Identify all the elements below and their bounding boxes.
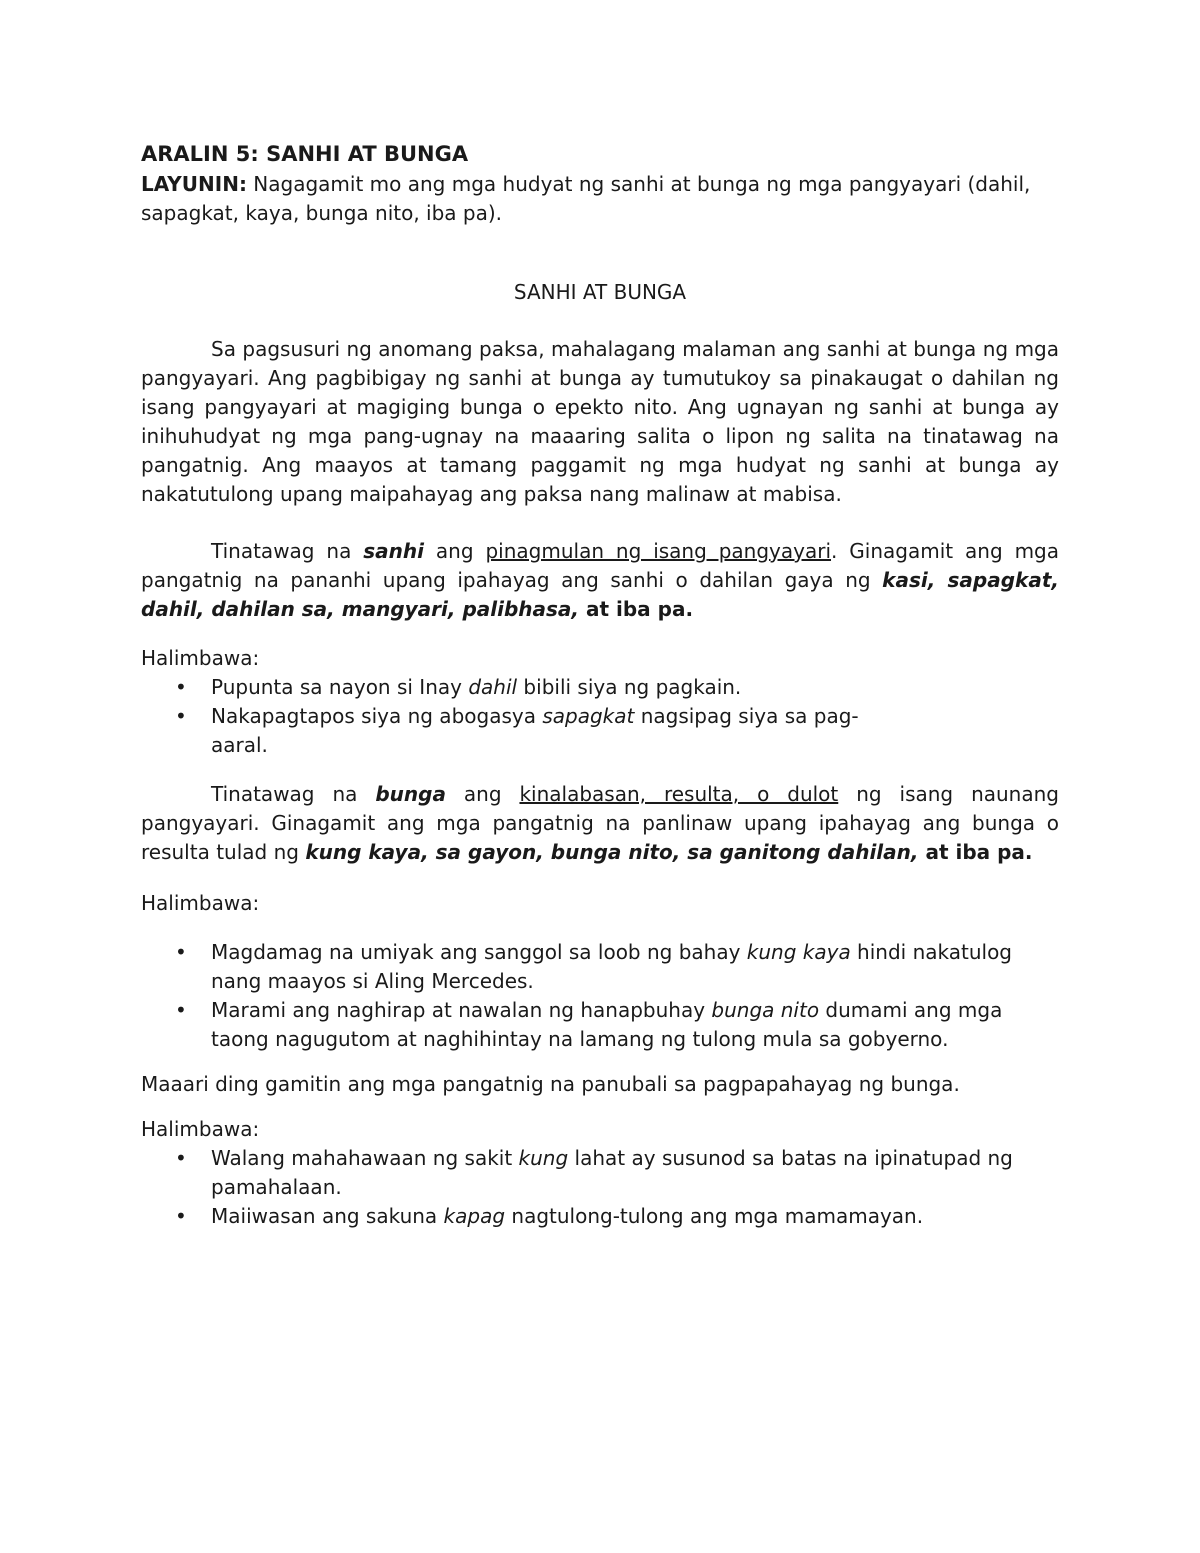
document-page <box>141 138 1059 1231</box>
example-text: Magdamag na umiyak ang sanggol sa loob ng bahay <box>211 940 747 964</box>
example-connector: kapag <box>443 1204 506 1228</box>
example-connector: bunga nito <box>711 998 820 1022</box>
bunga-connectors: kung kaya, sa gayon, bunga nito, sa ganitong dahilan, <box>305 840 919 864</box>
bunga-text-4: at iba pa. <box>918 840 1033 864</box>
sanhi-text-1: Tinatawag na <box>211 539 364 563</box>
sanhi-examples-list <box>141 673 1059 760</box>
bunga-term: bunga <box>375 782 446 806</box>
objective-label: LAYUNIN: <box>141 172 247 196</box>
halimbawa-label-2: Halimbawa: <box>141 891 260 915</box>
example-connector: kung kaya <box>746 940 851 964</box>
list-item <box>141 1144 1059 1202</box>
example-text: Pupunta sa nayon si Inay <box>211 675 469 699</box>
panubali-sentence: Maaari ding gamitin ang mga pangatnig na panubali sa pagpapahayag ng bunga. <box>141 1072 960 1096</box>
halimbawa-label-1: Halimbawa: <box>141 646 260 670</box>
example-connector: sapagkat <box>542 704 635 728</box>
example-text: Maiiwasan ang sakuna <box>211 1204 444 1228</box>
example-connector: kung <box>518 1146 569 1170</box>
sanhi-term: sanhi <box>363 539 424 563</box>
example-text: bibili siya ng pagkain. <box>517 675 742 699</box>
list-item <box>141 938 1059 996</box>
list-item <box>141 702 911 760</box>
example-text: Walang mahahawaan ng sakit <box>211 1146 519 1170</box>
example-text: dumami ang mga taong nagugutom at naghihintay na lamang ng tulong mula sa gobyerno. <box>211 998 1003 1051</box>
objective <box>141 170 1059 228</box>
sanhi-paragraph <box>141 537 1059 624</box>
bunga-paragraph <box>141 780 1059 867</box>
example-text: hindi nakatulog nang maayos si Aling Mercedes. <box>211 940 1013 993</box>
list-item <box>141 1202 1059 1231</box>
bunga-examples-list <box>141 938 1059 1054</box>
sanhi-definition: pinagmulan ng isang pangyayari <box>485 539 832 563</box>
objective-text: Nagagamit mo ang mga hudyat ng sanhi at bunga ng mga pangyayari (dahil, sapagkat, kaya, bunga nito, iba pa). <box>141 172 1031 225</box>
sanhi-text-3: . Ginagamit ang mga pangatnig na pananhi upang ipahayag ang sanhi o dahilan gaya ng <box>141 539 1060 592</box>
example-text: nagsipag siya sa pag-aaral. <box>211 704 859 757</box>
example-text: Marami ang naghirap at nawalan ng hanapbuhay <box>211 998 712 1022</box>
example-text: lahat ay susunod sa batas na ipinatupad ng pamahalaan. <box>211 1146 1013 1199</box>
bunga-text-3: ng isang naunang pangyayari. Ginagamit ang mga pangatnig na panlinaw upang ipahayag ang bunga o resulta tulad ng <box>141 782 1059 864</box>
list-item <box>141 996 1059 1054</box>
sanhi-text-2: ang <box>424 539 486 563</box>
example-text: Nakapagtapos siya ng abogasya <box>211 704 543 728</box>
sanhi-connectors: kasi, sapagkat, dahil, dahilan sa, mangyari, palibhasa, <box>141 568 1059 621</box>
bunga-definition: kinalabasan, resulta, o dulot <box>519 782 839 806</box>
intro-paragraph: Sa pagsusuri ng anomang paksa, mahalagang malaman ang sanhi at bunga ng mga pangyayari. Ang pagbibigay ng sanhi at bunga ay tumutukoy sa pinakaugat o dahilan ng isang pangyayari at magiging bunga o epekto nito. Ang ugnayan ng sanhi at bunga ay inihuhudyat ng mga pang-ugnay na maaaring salita o lipon ng salita na tinatawag na pangatnig. Ang maayos at tamang paggamit ng mga hudyat ng sanhi at bunga ay nakatutulong upang maipahayag ang paksa nang malinaw at mabisa. <box>141 337 1059 506</box>
bunga-text-2: ang <box>445 782 520 806</box>
example-connector: dahil <box>468 675 518 699</box>
lesson-title: ARALIN 5: SANHI AT BUNGA <box>141 142 469 166</box>
example-text: nagtulong-tulong ang mga mamamayan. <box>505 1204 924 1228</box>
section-heading: SANHI AT BUNGA <box>513 280 687 304</box>
halimbawa-label-3: Halimbawa: <box>141 1117 260 1141</box>
bunga-text-1: Tinatawag na <box>211 782 376 806</box>
list-item <box>141 673 911 702</box>
sanhi-text-4: at iba pa. <box>579 597 694 621</box>
panubali-examples-list <box>141 1144 1059 1231</box>
